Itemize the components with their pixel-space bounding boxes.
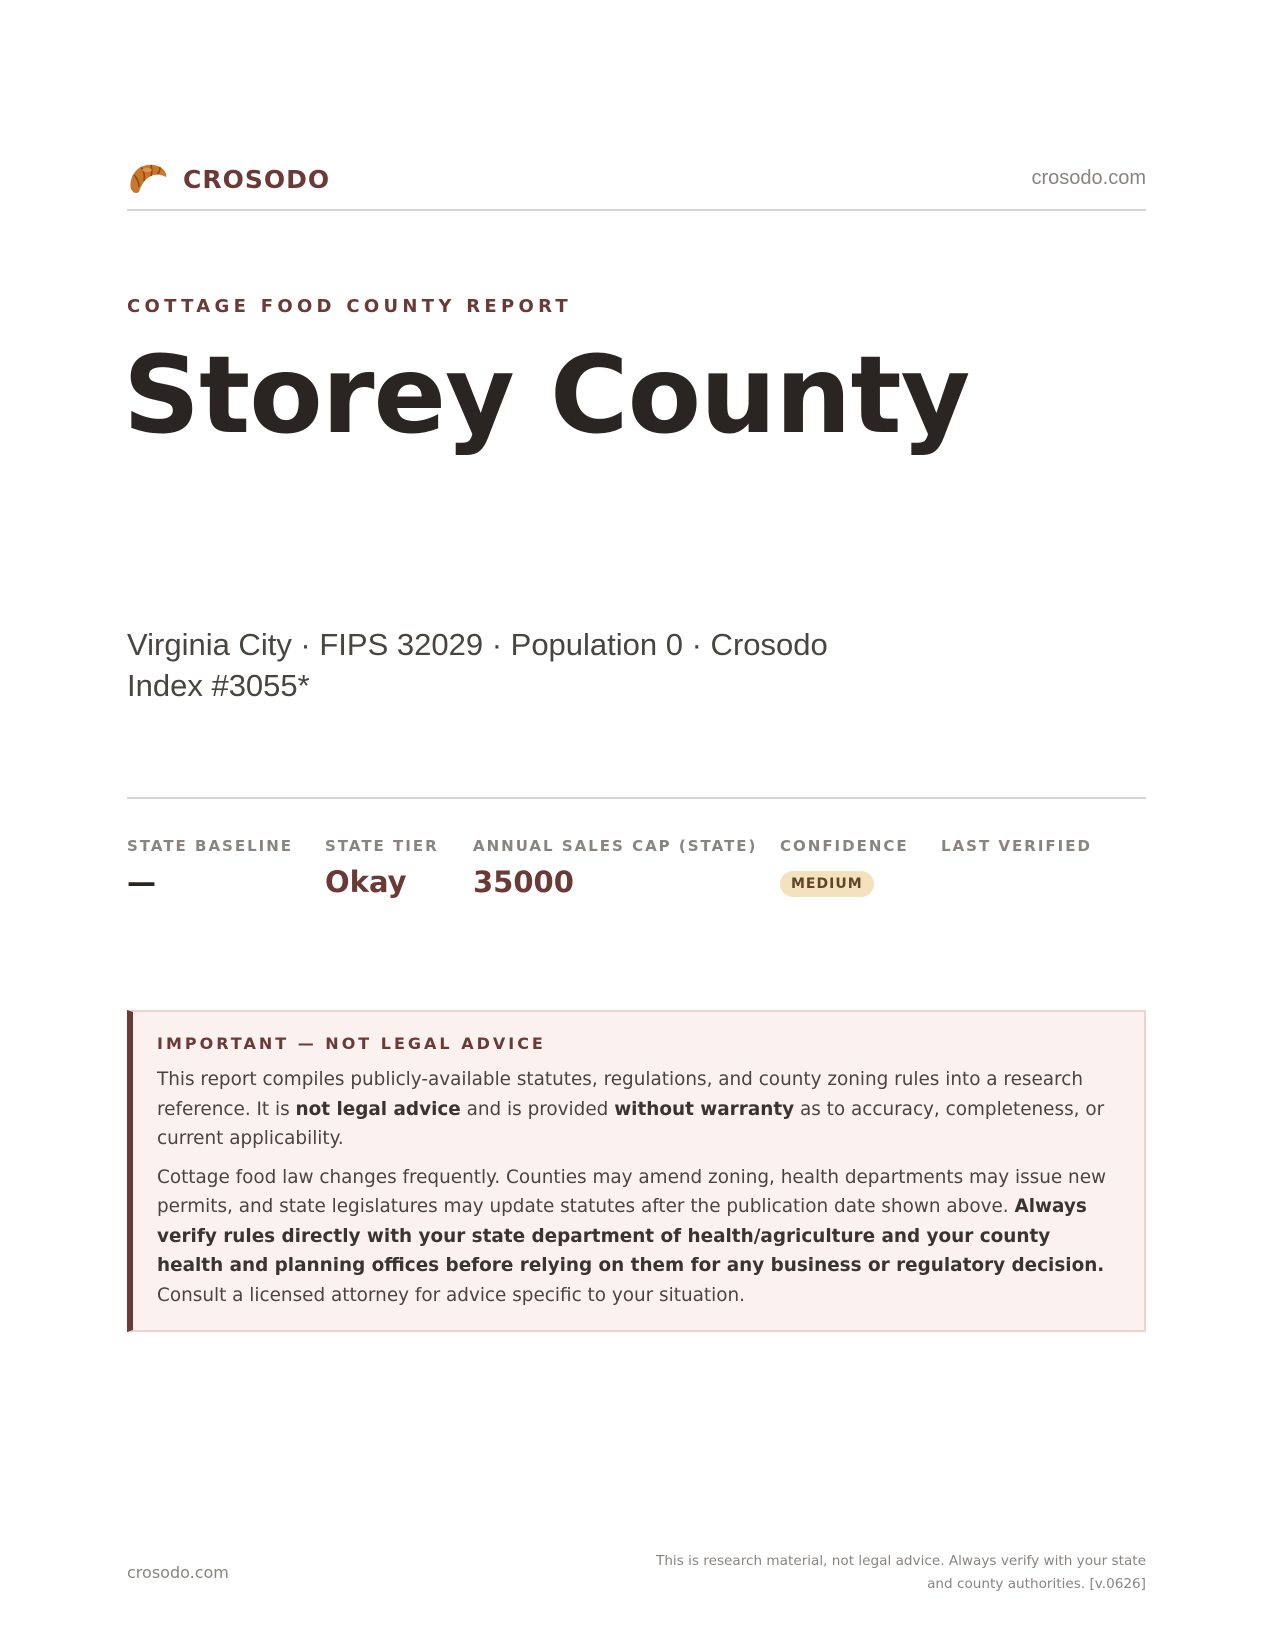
stat-label: STATE BASELINE	[127, 837, 294, 855]
stat-label: ANNUAL SALES CAP (STATE)	[473, 837, 758, 855]
footer-disclaimer-line: This is research material, not legal advice. Always verify with your state	[656, 1553, 1146, 1569]
notice-emphasis: Always verify rules directly with your state department of health/agriculture and your county health and planning offices before relying on them for any business or regulatory decision.	[157, 1196, 1105, 1276]
notice-paragraph	[157, 1065, 1118, 1154]
footer-disclaimer	[626, 1550, 1146, 1596]
croissant-icon	[127, 159, 169, 199]
stat-value: Okay	[325, 865, 407, 899]
notice-emphasis: without warranty	[614, 1098, 795, 1120]
notice-text: Cottage food law changes frequently. Counties may amend zoning, health departments may issue new permits, and state legislatures may update statutes after the publication date shown above.	[157, 1166, 1107, 1217]
stat-last-verified	[941, 837, 1092, 865]
footer-site[interactable]: crosodo.com	[127, 1563, 229, 1582]
stat-sales-cap	[473, 837, 757, 899]
report-eyebrow: COTTAGE FOOD COUNTY REPORT	[127, 296, 573, 317]
page-header	[127, 155, 1146, 211]
page-title: Storey County	[123, 334, 970, 458]
site-link[interactable]: crosodo.com	[1031, 167, 1146, 189]
notice-emphasis: not legal advice	[295, 1098, 461, 1120]
notice-text: as to accuracy, completeness, or current applicability.	[157, 1098, 1105, 1149]
notice-paragraph	[157, 1163, 1118, 1311]
stat-value: —	[127, 865, 156, 899]
stat-state-tier	[325, 837, 439, 899]
brand-name: CROSODO	[183, 164, 331, 194]
report-subtitle: Virginia City · FIPS 32029 · Population 0 · Crosodo Index #3055*	[127, 627, 828, 703]
stat-label: STATE TIER	[325, 837, 439, 855]
stat-label: LAST VERIFIED	[941, 837, 1092, 855]
legal-notice	[127, 1010, 1146, 1332]
notice-title: IMPORTANT — NOT LEGAL ADVICE	[157, 1034, 546, 1053]
notice-text: and is provided	[460, 1098, 615, 1120]
footer-disclaimer-line: and county authorities. [v.0626]	[927, 1576, 1146, 1592]
stat-state-baseline	[127, 837, 293, 899]
stats-row	[127, 797, 1146, 907]
stat-label: CONFIDENCE	[780, 837, 909, 855]
confidence-badge: MEDIUM	[780, 871, 874, 897]
notice-text: This report compiles publicly-available statutes, regulations, and county zoning rules into a research reference. It is	[157, 1069, 1083, 1120]
stat-confidence	[780, 837, 909, 897]
brand-logo[interactable]	[127, 159, 330, 199]
report-page	[123, 0, 1146, 1650]
notice-text: Consult a licensed attorney for advice specific to your situation.	[157, 1284, 745, 1306]
stat-value: 35000	[473, 865, 574, 899]
